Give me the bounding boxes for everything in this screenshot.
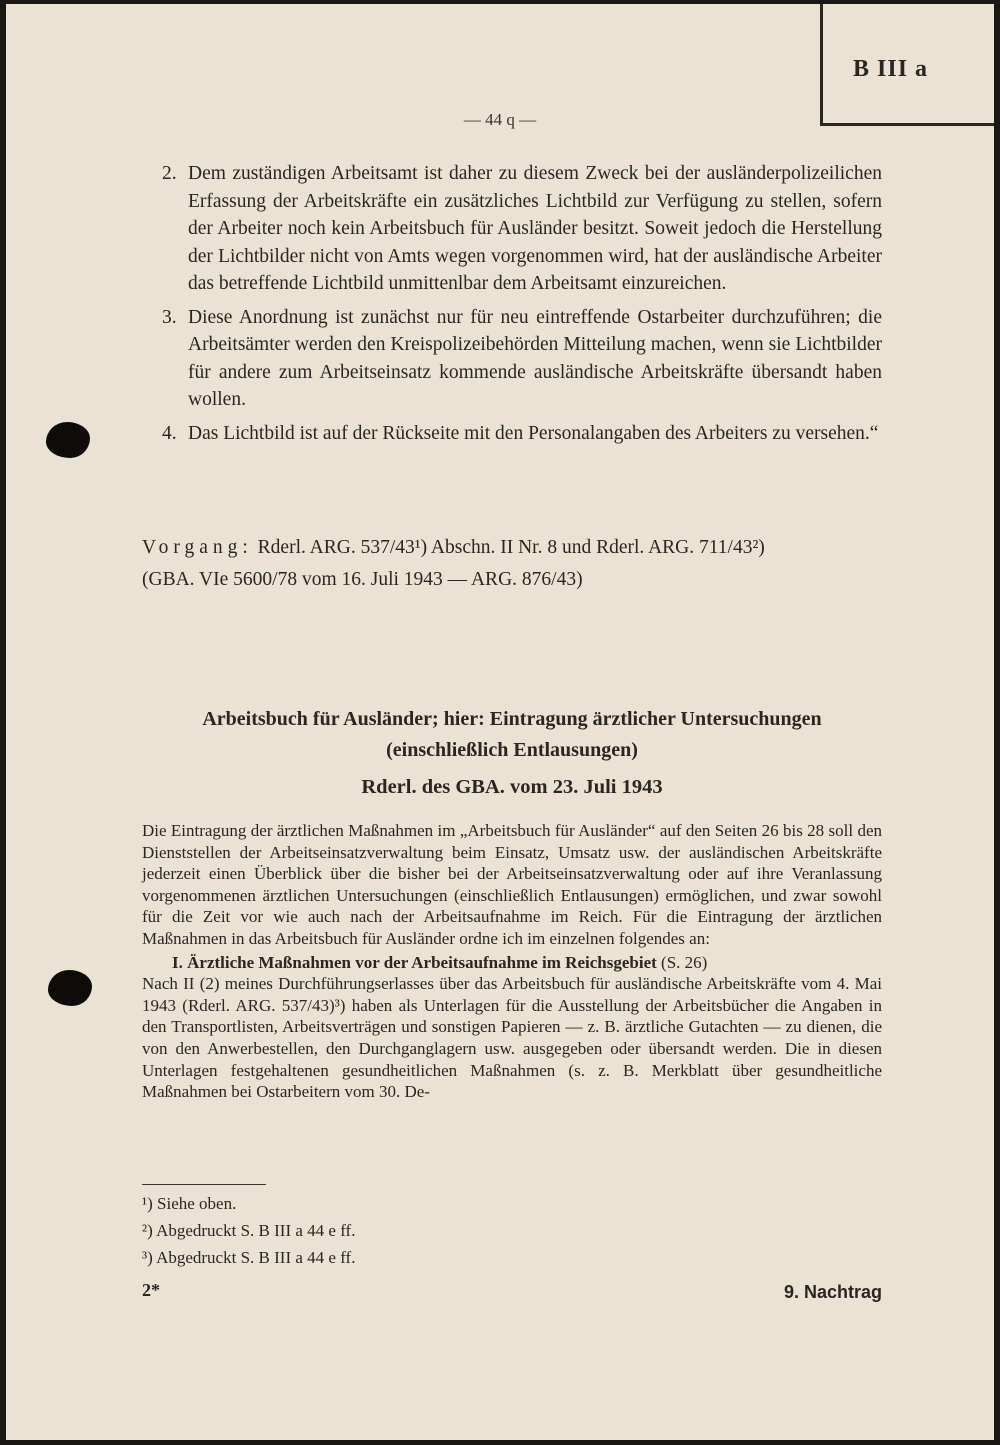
clause-2	[142, 160, 882, 298]
section-tag-box	[820, 4, 994, 126]
document-page	[6, 4, 994, 1440]
section-intro: Die Eintragung der ärztlichen Maßnahmen im „Arbeitsbuch für Ausländer“ auf den Seiten 26 bis 28 soll den Dienststellen der Arbeitseinsatzverwaltung beim Einsatz, Umsatz usw. der ausländischen Arbeitskräfte jederzeit einen Überblick über die bisher bei der Arbeitseinsatzverwaltung oder auf ihre Veranlassung vorgenommenen ärztlichen Untersuchungen (einschließlich Entlausungen) ermöglichen, und zwar sowohl für die Zeit vor wie auch nach der Arbeitsaufnahme im Reich. Für die Eintragung der ärztlichen Maßnahmen in das Arbeitsbuch für Ausländer ordne ich im einzelnen folgendes an:	[142, 821, 882, 948]
section-decree: Rderl. des GBA. vom 23. Juli 1943	[361, 776, 663, 798]
punch-hole-bottom	[48, 970, 92, 1006]
vorgang-text: Rderl. ARG. 537/43¹) Abschn. II Nr. 8 und Rderl. ARG. 711/43²)	[257, 537, 765, 558]
subheading-ref: (S. 26)	[661, 952, 708, 972]
section-tag: B III a	[853, 56, 929, 82]
signature-mark: 2*	[142, 1280, 160, 1300]
clause-4	[142, 420, 882, 448]
section-title-line-2: (einschließlich Entlausungen)	[386, 739, 638, 761]
section-title-line-1: Arbeitsbuch für Ausländer; hier: Eintragung ärztlicher Untersuchungen	[202, 708, 822, 730]
footnote-2	[142, 1217, 355, 1244]
clause-number: 2.	[162, 163, 177, 184]
section-body	[142, 820, 882, 1103]
clause-text: Diese Anordnung ist zunächst nur für neu eintreffende Ostarbeiter durchzuführen; die Arbeitsämter werden den Kreispolizeibehörden Mitteilung machen, wenn sie Lichtbilder für andere zum Arbeitseinsatz kommende ausländische Arbeitskräfte übersandt haben wollen.	[188, 306, 882, 410]
footnotes	[142, 1190, 355, 1271]
vorgang-block	[142, 534, 882, 593]
subheading	[142, 952, 882, 974]
clause-3	[142, 304, 882, 414]
numbered-clauses	[142, 160, 882, 447]
vorgang-label: Vorgang:	[142, 537, 253, 558]
footnote-mark: ¹)	[142, 1194, 153, 1213]
footnote-mark: ²)	[142, 1221, 153, 1240]
footnote-1	[142, 1190, 355, 1217]
footnote-rule	[142, 1184, 266, 1185]
clause-number: 4.	[162, 422, 177, 444]
footnote-mark: ³)	[142, 1248, 153, 1267]
clause-text: Das Lichtbild ist auf der Rückseite mit den Personalangaben des Arbeiters zu versehen.“	[188, 422, 879, 444]
vorgang-reference	[142, 534, 882, 561]
edition-label: 9. Nachtrag	[783, 1282, 882, 1302]
subheading-title: I. Ärztliche Maßnahmen vor der Arbeitsaufnahme im Reichsgebiet	[172, 952, 657, 972]
footnote-3	[142, 1244, 355, 1271]
footnote-text: Abgedruckt S. B III a 44 e ff.	[156, 1221, 356, 1240]
footnote-text: Abgedruckt S. B III a 44 e ff.	[156, 1248, 356, 1267]
footnote-text: Siehe oben.	[157, 1194, 237, 1213]
page-number: — 44 q —	[463, 110, 537, 129]
punch-hole-top	[46, 422, 90, 458]
vorgang-source: (GBA. VIe 5600/78 vom 16. Juli 1943 — ARG. 876/43)	[142, 569, 583, 590]
clause-number: 3.	[162, 306, 177, 328]
section-title	[142, 704, 882, 766]
section-paragraph: Nach II (2) meines Durchführungserlasses über das Arbeitsbuch für ausländische Arbeitskräfte vom 4. Mai 1943 (Rderl. ARG. 537/43)³) haben als Unterlagen für die Ausstellung der Arbeitsbücher die Angaben in den Transportlisten, Arbeitsverträgen und sonstigen Papieren — z. B. ärztliche Gutachten — zu dienen, die von den Anwerbestellen, den Durchganglagern usw. ausgegeben oder übersandt werden. Die in diesen Unterlagen festgehaltenen gesundheitlichen Maßnahmen (s. z. B. Merkblatt über gesundheitliche Maßnahmen bei Ostarbeitern vom 30. De-	[142, 974, 882, 1102]
clause-text: Dem zuständigen Arbeitsamt ist daher zu diesem Zweck bei der ausländerpolizeilichen Erfassung der Arbeitskräfte ein zusätzliches Lichtbild zur Verfügung zu stellen, sofern der Arbeiter noch kein Arbeitsbuch für Ausländer besitzt. Soweit jedoch die Herstellung der Lichtbilder nicht von Amts wegen vorgenommen wird, hat der ausländische Arbeiter das betreffende Lichtbild unmittenlbar dem Arbeitsamt einzureichen.	[188, 163, 882, 294]
